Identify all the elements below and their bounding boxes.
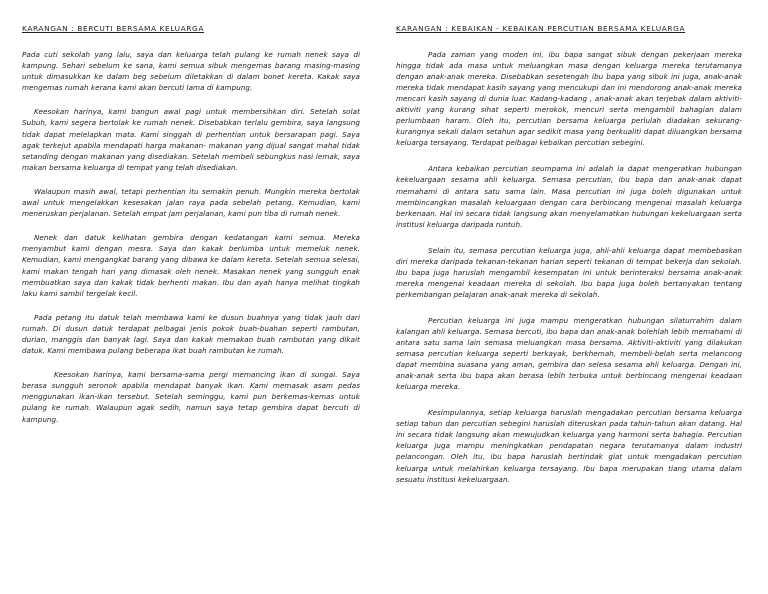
left-paragraph-3: Walaupun masih awal, tetapi perhentian itu semakin penuh. Mungkin mereka bertolak awal untuk mengelakkan kesesakan jalan raya pada sebelah petang. Kemudian, kami meneruskan perjalanan. Setelah empat jam perjalanan, kami pun tiba di rumah nenek. bbox=[22, 186, 360, 219]
left-essay bbox=[22, 24, 360, 438]
right-paragraph-3: Selain itu, semasa percutian keluarga juga, ahli-ahli keluarga dapat membebaskan diri mereka daripada tekanan-tekanan harian seperti tekanan di tempat bekerja dan sekolah. Ibu bapa juga haruslah mengambil kesempatan ini untuk berinteraksi bersama anak-anak mereka mengenai keadaan mereka di sekolah. Ibu bapa juga boleh bertanyakan tentang perkembangan pelajaran anak-anak mereka di sekolah. bbox=[396, 245, 742, 299]
right-essay bbox=[396, 24, 742, 500]
left-paragraph-2: Keesokan harinya, kami bangun awal pagi untuk membersihkan diri. Setelah solat Subuh, kami segera bertolak ke rumah nenek. Disebabkan terlalu gembira, saya langsung tidak dapat melelapkan mata. Kami singgah di perhentian untuk bersarapan pagi. Saya agak terkejut apabila mendapati harga makanan- makanan yang dijual sangat mahal tidak setanding dengan makanan yang disediakan. Setelah membeli sebungkus nasi lemak, saya makan bersama keluarga di tempat yang telah disediakan. bbox=[22, 107, 360, 172]
right-paragraph-2: Antara kebaikan percutian seumpama ini adalah ia dapat mengeratkan hubungan kekeluargaan sesama ahli keluarga. Semasa percutian, ibu bapa dan anak-anak dapat memahami di antara satu sama lain. Masa percutian ini juga boleh digunakan untuk membincangkan masalah keluargaan dengan cara berbincang mengenai masalah keluarga berkenaan. Hal ini secara tidak langsung akan menyelamatkan hubungan kekeluargaan serta institusi keluarga daripada runtuh. bbox=[396, 164, 742, 229]
right-essay-title: KARANGAN : KEBAIKAN - KEBAIKAN PERCUTIAN BERSAMA KELUARGA bbox=[396, 24, 686, 33]
left-paragraph-1: Pada cuti sekolah yang lalu, saya dan keluarga telah pulang ke rumah nenek saya di kampung. Sehari sebelum ke sana, kami semua sibuk mengemas barang masing-masing untuk dimasukkan ke dalam beg sebelum diletakkan di dalam bonet kereta. Kakak saya mengemas rumah kerana kami akan bercuti lama di kampung. bbox=[22, 50, 360, 93]
right-paragraph-5: Kesimpulannya, setiap keluarga haruslah mengadakan percutian bersama keluarga setiap tahun dan percutian sebegini haruslah diteruskan pada tahun-tahun akan datang. Hal ini secara tidak langsung akan mewujudkan keluarga yang harmoni serta bahagia. Percutian keluarga juga mampu meningkatkan pendapatan negara terutamanya dalam industri pelancongan. Oleh itu, ibu bapa haruslah bertindak giat untuk mengadakan percutian keluarga untuk melahirkan keluarga tersayang. Ibu bapa merupakan tiang utama dalam sesuatu institusi kekeluargaan. bbox=[396, 408, 742, 484]
right-paragraph-4: Percutian keluarga ini juga mampu mengeratkan hubungan silaturrahim dalam kalangan ahli keluarga. Semasa bercuti, ibu bapa dan anak-anak bolehlah lebih memahami di antara satu sama lain semasa meluangkan masa bersama. Aktiviti-aktiviti yang dilakukan semasa percutian keluarga seperti berkayak, berkhemah, membeli-belah serta melancong dapat membina suasana yang aman, gembira dan selesa sesama ahli keluarga. Dengan ini, anak-anak serta ibu bapa akan berasa lebih terbuka untuk berbincang mengenai keadaan keluarga mereka. bbox=[396, 315, 742, 392]
right-paragraph-1: Pada zaman yang moden ini, ibu bapa sangat sibuk dengan pekerjaan mereka hingga tidak ada masa untuk meluangkan masa dengan keluarga mereka terutamanya dengan anak-anak mereka. Disebabkan sesetengah ibu bapa yang sibuk ini juga, anak-anak mereka tidak mendapat kasih sayang yang mencukupi dan ini mendorong anak-anak mereka mencari kasih sayang di dunia luar. Kadang-kadang , anak-anak akan terjebak dalam aktiviti-aktiviti yang kurang sihat seperti merokok, mencuri serta mengambil bahagian dalam perlumbaan haram. Oleh itu, percutian bersama keluarga perlulah diadakan sekurang-kurangnya sekali dalam setahun agar sedikit masa yang berkualiti dapat diluangkan bersama keluarga tersayang. Terdapat pelbagai kebaikan percutian sebegini. bbox=[396, 50, 742, 148]
left-paragraph-4: Nenek dan datuk kelihatan gembira dengan kedatangan kami semua. Mereka menyambut kami dengan mesra. Saya dan kakak berlumba untuk memeluk nenek. Kemudian, kami mengangkat barang yang dibawa ke dalam kereta. Setelah semua selesai, kami makan tengah hari yang dimasak oleh nenek. Masakan nenek yang sungguh enak membuatkan saya dan kakak tidak berhenti makan. Ibu dan ayah hanya melihat tingkah laku kami sambil tergelak kecil. bbox=[22, 233, 360, 298]
left-paragraph-6: Keesokan harinya, kami bersama-sama pergi memancing ikan di sungai. Saya berasa sungguh seronok apabila mendapat banyak ikan. Kami memasak asam pedas menggunakan ikan-ikan tersebut. Setelah seminggu, kami pun berkemas-kemas untuk pulang ke rumah. Walaupun agak sedih, namun saya tetap gembira dapat bercuti di kampung. bbox=[22, 370, 360, 424]
left-paragraph-5: Pada petang itu datuk telah membawa kami ke dusun buahnya yang tidak jauh dari rumah. Di dusun datuk terdapat pelbagai jenis pokok buah-buahan seperti rambutan, durian, manggis dan banyak lagi. Saya dan kakak memakan buah rambutan yang dikait datuk. Kami membawa pulang beberapa ikat buah rambutan ke rumah. bbox=[22, 312, 360, 356]
left-essay-title: KARANGAN : BERCUTI BERSAMA KELUARGA bbox=[22, 24, 205, 33]
